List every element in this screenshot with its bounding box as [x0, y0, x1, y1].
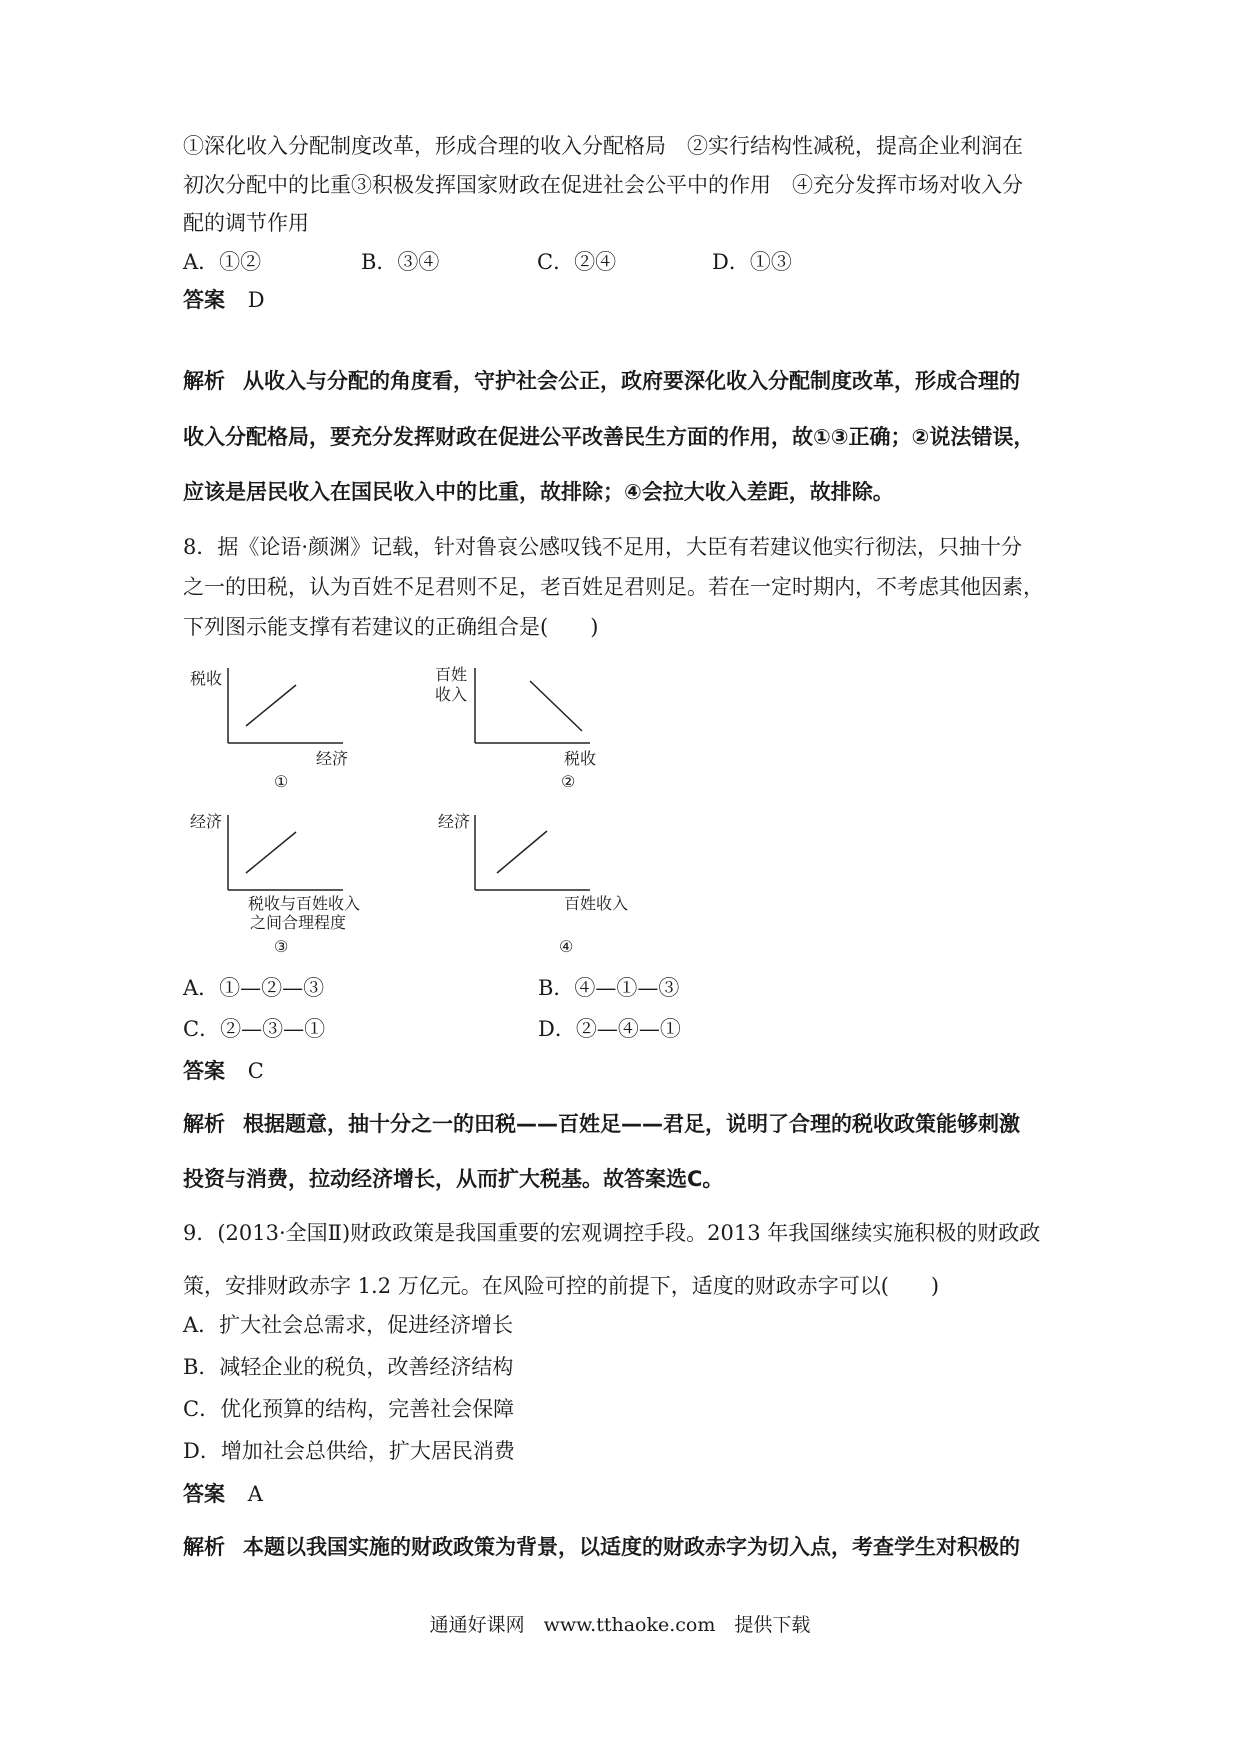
graph-3-caption: ③ [274, 937, 289, 956]
q8-graph-2 [475, 668, 605, 748]
q8-graph-3 [228, 815, 358, 895]
graph-4-xlabel: 百姓收入 [564, 894, 629, 913]
q7-option-c: C．②④ [537, 250, 617, 274]
q9-analysis-label: 解析 [183, 1534, 225, 1559]
q8-stem-line-2: 之一的田税，认为百姓不足君则不足，老百姓足君则足。若在一定时期内，不考虑其他因素， [183, 575, 1044, 599]
q9-option-a: A．扩大社会总需求，促进经济增长 [183, 1313, 514, 1337]
graph-2-caption: ② [561, 772, 576, 791]
page-footer: 通通好课网 www.tthaoke.com 提供下载 [429, 1614, 811, 1636]
q8-option-a: A．①—②—③ [183, 976, 325, 1000]
q9-stem-line-2: 策，安排财政赤字 1.2 万亿元。在风险可控的前提下，适度的财政赤字可以( ) [183, 1274, 940, 1298]
q8-analysis-line-2: 投资与消费，拉动经济增长，从而扩大税基。故答案选C。 [183, 1167, 724, 1191]
q9-option-b: B．减轻企业的税负，改善经济结构 [183, 1355, 514, 1379]
q8-option-b: B．④—①—③ [538, 976, 680, 1000]
q7-analysis-text-1: 从收入与分配的角度看，守护社会公正，政府要深化收入分配制度改革，形成合理的 [243, 369, 1020, 393]
q8-option-d: D．②—④—① [538, 1017, 681, 1041]
q7-statement-line-2: 初次分配中的比重③积极发挥国家财政在促进社会公平中的作用 ④充分发挥市场对收入分 [183, 173, 1023, 197]
q8-option-c: C．②—③—① [183, 1017, 326, 1041]
q7-option-a: A．①② [183, 250, 262, 274]
graph-1-ylabel: 税收 [190, 669, 223, 688]
q8-stem-line-3: 下列图示能支撑有若建议的正确组合是( ) [183, 615, 599, 639]
graph-3-xlabel-line-2: 之间合理程度 [250, 913, 347, 932]
graph-1-xlabel: 经济 [316, 749, 349, 768]
q7-analysis-line-1 [183, 366, 1063, 396]
graph-2-xlabel: 税收 [564, 749, 597, 768]
q9-answer-value: A [247, 1482, 263, 1506]
q7-answer-label: 答案 [183, 287, 225, 312]
q9-stem-line-1: 9．(2013·全国Ⅱ)财政政策是我国重要的宏观调控手段。2013 年我国继续实施积极的财政政 [183, 1221, 1041, 1245]
q7-analysis-line-3: 应该是居民收入在国民收入中的比重，故排除；④会拉大收入差距，故排除。 [183, 480, 894, 504]
q8-graph-4 [475, 815, 605, 895]
q8-answer-value: C [247, 1059, 264, 1083]
q8-graph-1 [228, 668, 358, 748]
q7-option-d: D．①③ [712, 250, 792, 274]
q7-answer [183, 285, 1063, 315]
graph-2-ylabel-line-2: 收入 [435, 685, 468, 704]
q7-option-b: B．③④ [361, 250, 440, 274]
q9-option-c: C．优化预算的结构，完善社会保障 [183, 1397, 515, 1421]
graph-3-xlabel-line-1: 税收与百姓收入 [248, 894, 361, 913]
graph-3-ylabel: 经济 [190, 812, 223, 831]
q7-statement-line-1: ①深化收入分配制度改革，形成合理的收入分配格局 ②实行结构性减税，提高企业利润在 [183, 134, 1023, 158]
graph-2-ylabel-line-1: 百姓 [435, 665, 468, 684]
q7-analysis-label: 解析 [183, 368, 225, 393]
graph-1-caption: ① [274, 772, 289, 791]
q8-stem-line-1: 8．据《论语·颜渊》记载，针对鲁哀公感叹钱不足用，大臣有若建议他实行彻法，只抽十分 [183, 535, 1023, 559]
q9-analysis-line-1 [183, 1532, 1063, 1562]
q8-analysis-label: 解析 [183, 1111, 225, 1136]
q8-analysis-line-1 [183, 1109, 1063, 1139]
q9-analysis-text-1: 本题以我国实施的财政政策为背景，以适度的财政赤字为切入点，考查学生对积极的 [243, 1535, 1020, 1559]
q8-answer-label: 答案 [183, 1058, 225, 1083]
q7-statement-line-3: 配的调节作用 [183, 211, 309, 235]
graph-1-trend-line [246, 685, 296, 726]
q9-answer [183, 1479, 1063, 1509]
q8-answer [183, 1056, 1063, 1086]
graph-4-ylabel: 经济 [438, 812, 471, 831]
graph-2-trend-line [530, 681, 582, 731]
q8-analysis-text-1: 根据题意，抽十分之一的田税——百姓足——君足，说明了合理的税收政策能够刺激 [243, 1112, 1020, 1136]
q9-answer-label: 答案 [183, 1481, 225, 1506]
graph-3-trend-line [246, 832, 296, 873]
graph-4-trend-line [497, 831, 547, 873]
q9-option-d: D．增加社会总供给，扩大居民消费 [183, 1439, 515, 1463]
graph-4-caption: ④ [559, 937, 574, 956]
q7-analysis-line-2: 收入分配格局，要充分发挥财政在促进公平改善民生方面的作用，故①③正确；②说法错误， [183, 425, 1035, 449]
q7-answer-value: D [247, 288, 265, 312]
